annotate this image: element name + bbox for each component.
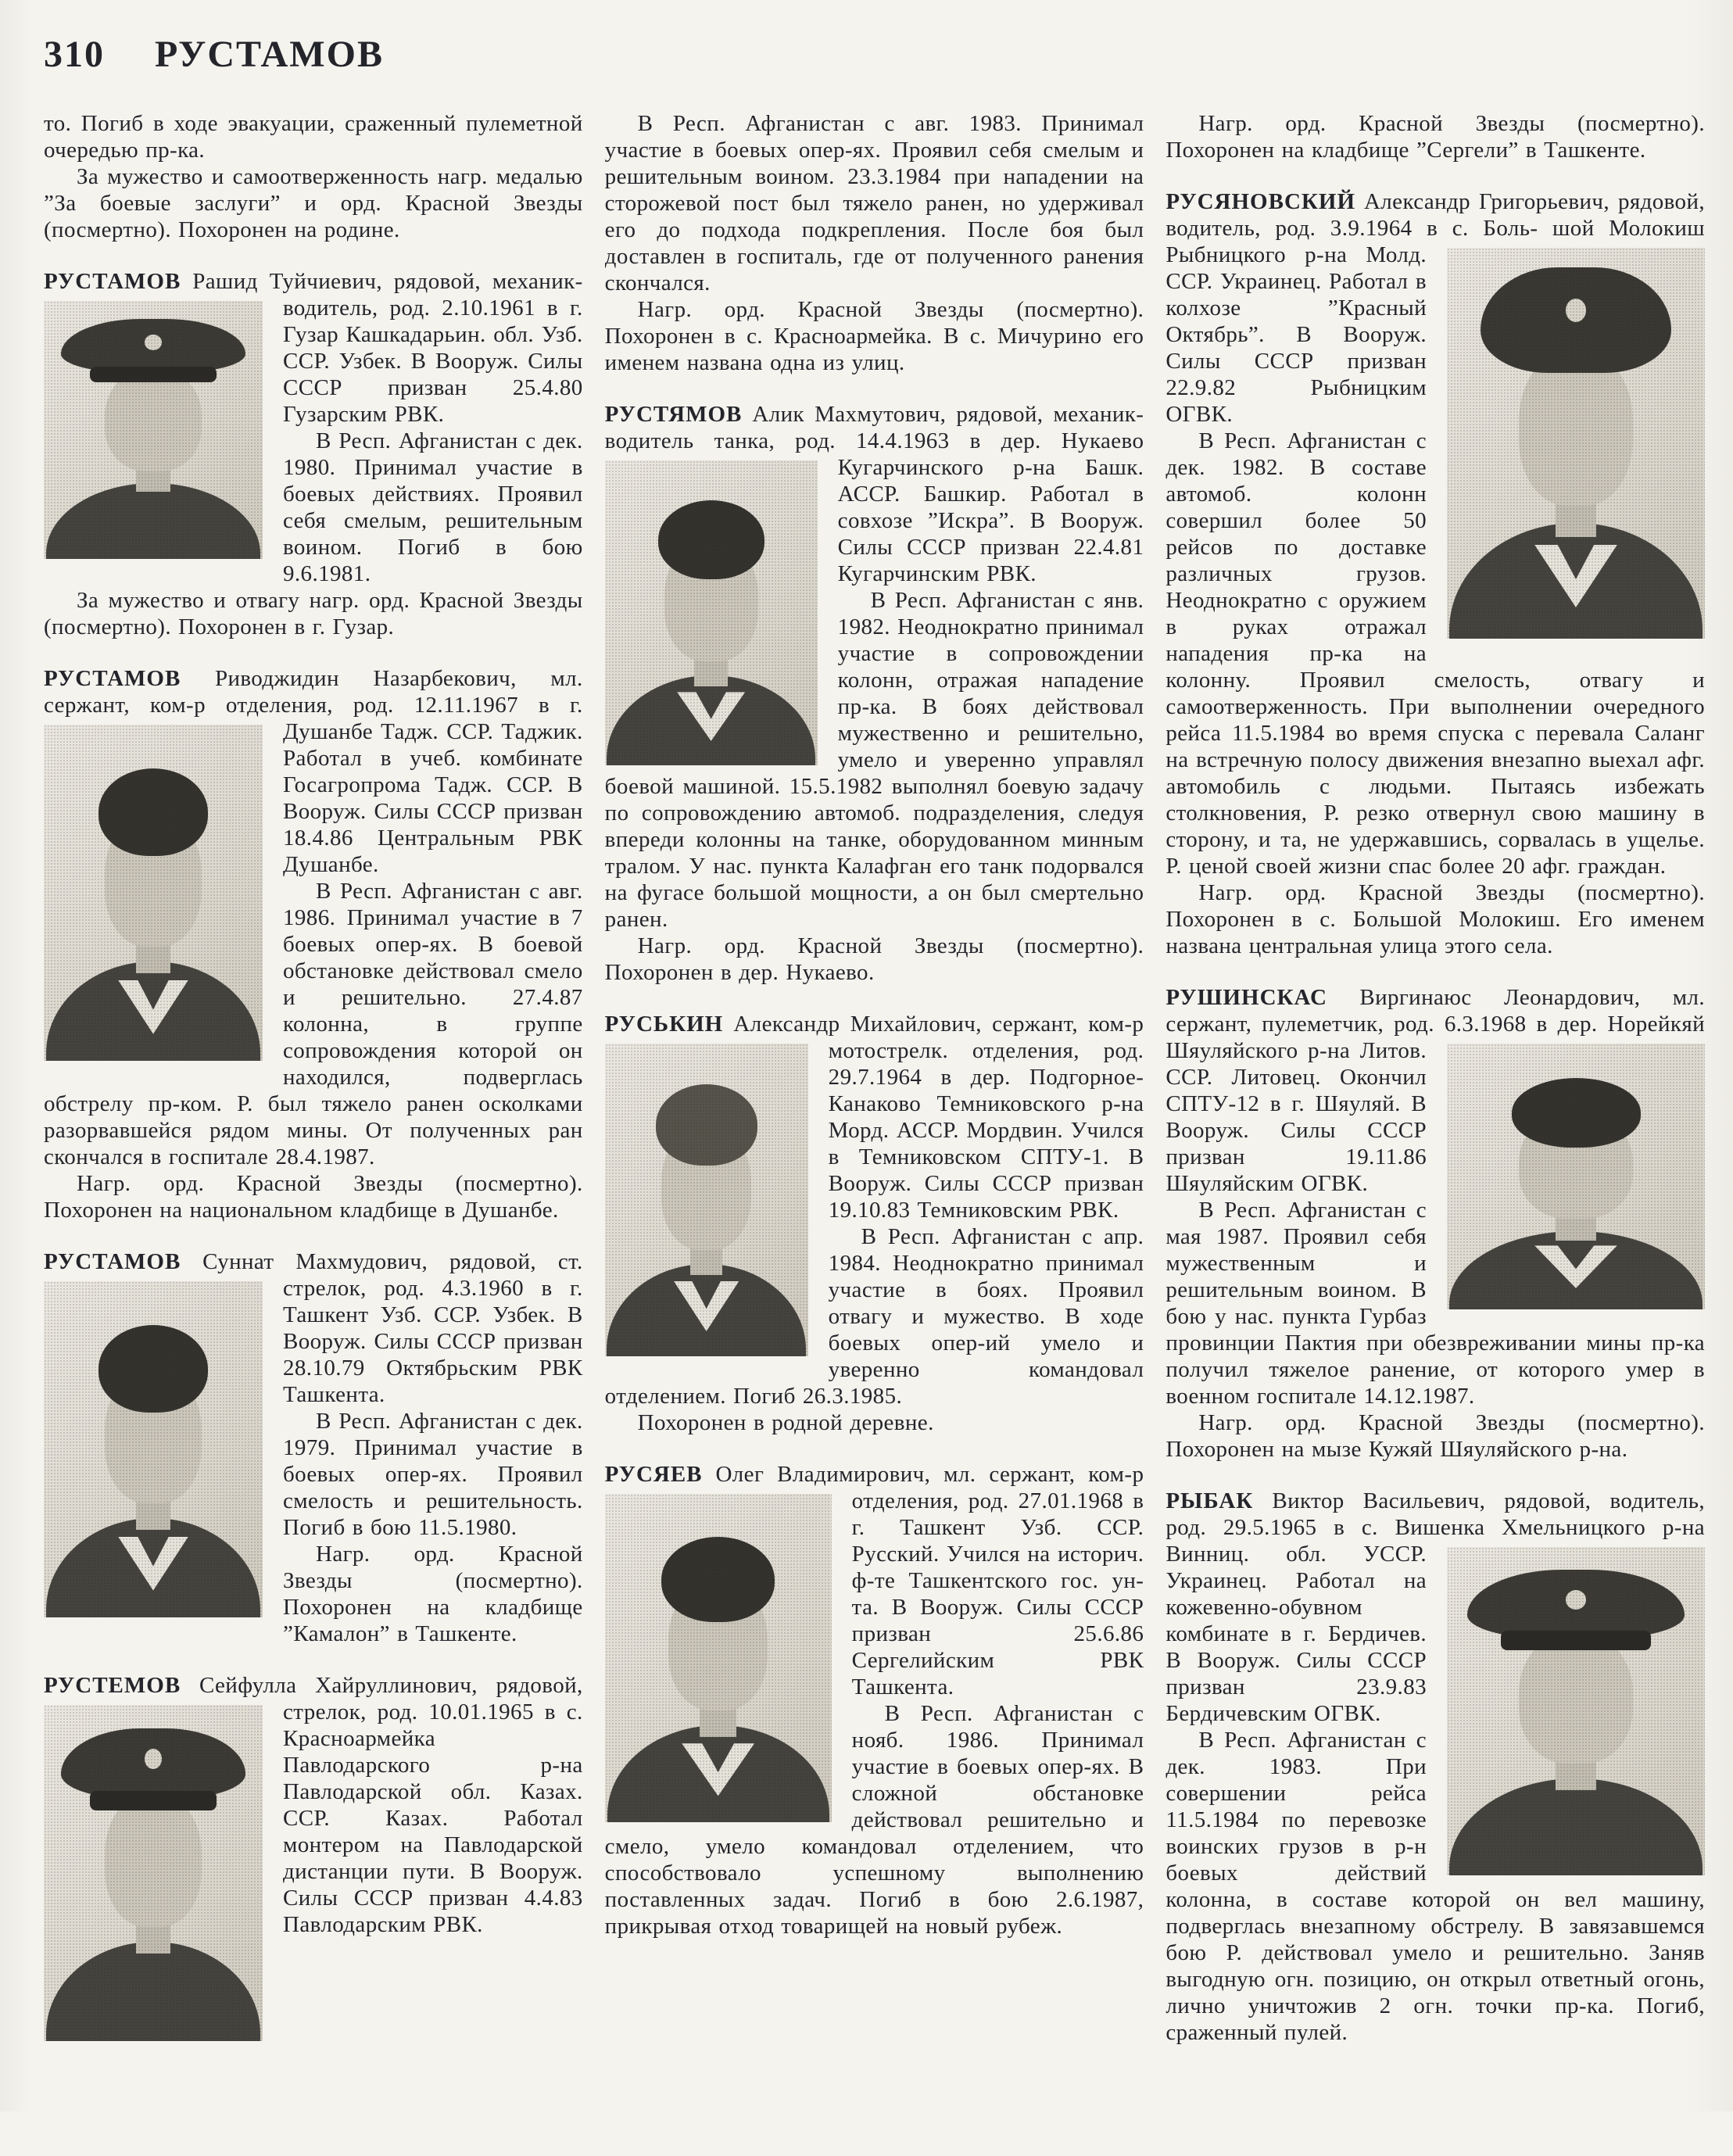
page-number: 310 xyxy=(44,34,105,75)
entry-paragraph: За мужество и отвагу нагр. орд. Красной Звезды (посмертно). Похоронен в г. Гузар. xyxy=(44,588,583,639)
portrait-photo xyxy=(1447,1547,1705,1875)
photo-halftone-overlay xyxy=(44,301,263,559)
entry-lead-paragraph xyxy=(1165,1488,1705,1727)
portrait-photo xyxy=(44,1281,263,1617)
entry-intro-after: Гузар Кашкадарьин. обл. Узб. ССР. Узбек. В Вооруж. Силы СССР призван 25.4.80 Гузарским РВК. xyxy=(283,322,583,427)
entry-paragraph: В Респ. Афганистан с янв. 1982. Неоднократно принимал участие в сопровождении колонн, отражая нападение пр-ка. В боях действовал мужественно и решительно, умело и уверенно управлял боевой машиной. 15.5.1982 выполнял боевую задачу по сопровождению автомоб. подразделения, следуя впереди колонны на танке, оборудованном минным тралом. У нас. пункта Калафган его танк подорвался на фугасе большой мощности, а он был смертельно ранен. xyxy=(604,588,1144,932)
continuation-paragraph: Нагр. орд. Красной Звезды (посмертно). Похоронен в с. Красноармейка. В с. Мичурино его именем названа одна из улиц. xyxy=(604,297,1144,375)
photo-halftone-overlay xyxy=(1447,1044,1705,1309)
text-column-2 xyxy=(605,110,1144,2111)
entry-intro-after: Ташкент Узб. ССР. Узбек. В Вооруж. Силы СССР призван 28.10.79 Октябрьским РВК Ташкента. xyxy=(283,1302,583,1407)
entry-paragraph: Нагр. орд. Красной Звезды (посмертно). Похоронен в с. Большой Молокиш. Его именем названа центральная улица этого села. xyxy=(1165,880,1706,958)
page-header xyxy=(44,33,1705,76)
entry-paragraph: Похоронен в родной деревне. xyxy=(637,1410,934,1435)
entry-lead-paragraph xyxy=(605,401,1144,587)
entry-surname: РУСТЯМОВ xyxy=(604,402,743,427)
entry-intro-before: Риводжидин Назарбекович, мл. сержант, ком-р отделения, род. xyxy=(44,666,583,718)
entry-paragraph: Нагр. орд. Красной Звезды (посмертно). Похоронен на национальном кладбище в Душанбе. xyxy=(44,1171,583,1223)
entry-lead-paragraph xyxy=(605,1011,1144,1223)
entry-paragraph: В Респ. Афганистан с дек. 1983. При совершении рейса 11.5.1984 по перевозке воинских грузов в р-н боевых действий колонна, в составе которой он вел машину, подверглась внезапному обстрелу. В завязавшемся бою Р. действовал умело и решительно. Заняв выгодную огн. позицию, он открыл ответный огонь, лично уничтожив 2 огн. точки пр-ка. Погиб, сраженный пулей. xyxy=(1165,1728,1706,2045)
entry-paragraph: В Респ. Афганистан с дек. 1982. В составе автомоб. колонн совершил более 50 рейсов по доставке различных грузов. Неоднократно с оружием в руках отражал нападения пр-ка на колонну. Проявил смелость, отвагу и самоотверженность. При выполнении очередного рейса 11.5.1984 во время спуска с перевала Саланг на встречную полосу движения внезапно выехал афг. автомобиль с людьми. Пытаясь избежать столкновения, Р. резко отвернул свою машину в сторону, и та, не удержавшись, сорвалась в ущелье. Р. ценой своей жизни спас более 20 афг. граждан. xyxy=(1165,428,1706,879)
entry-lead-paragraph xyxy=(44,268,583,428)
entry-lead-paragraph xyxy=(44,665,583,878)
photo-halftone-overlay xyxy=(1447,1547,1705,1875)
portrait-photo xyxy=(1447,248,1705,639)
entry-lead-paragraph xyxy=(44,1672,583,1938)
portrait-photo xyxy=(1447,1044,1705,1309)
entry-paragraph: В Респ. Афганистан с дек. 1980. Принимал участие в боевых действиях. Проявил себя смелым, решительным воином. Погиб в бою 9.6.1981. xyxy=(283,428,583,586)
continuation-paragraph: В Респ. Афганистан с авг. 1983. Принимал участие в боевых опер-ях. Проявил себя смелым и решительным воином. 23.3.1984 при нападении на сторожевой пост был тяжело ранен, но удерживал его до подхода подкрепления. После боя был доставлен в госпиталь, где от полученного ранения скончался. xyxy=(604,111,1144,295)
entry-surname: РУСТАМОВ xyxy=(44,269,181,294)
text-column-3 xyxy=(1165,110,1705,2111)
entry-surname: РУСЬКИН xyxy=(604,1012,724,1037)
entry-surname: РУСЯНОВСКИЙ xyxy=(1165,189,1356,214)
entry-paragraph: Нагр. орд. Красной Звезды (посмертно). Похоронен на кладбище ”Камалон” в Ташкенте. xyxy=(283,1542,583,1646)
memorial-entry xyxy=(605,401,1144,986)
portrait-photo xyxy=(44,301,263,559)
entry-paragraph: В Респ. Афганистан с апр. 1984. Неоднократно принимал участие в боях. Проявил отвагу и мужество. В ходе боевых опер-ий умело и уверенно командовал отделением. Погиб 26.3.1985. xyxy=(604,1224,1144,1409)
entry-paragraph: Нагр. орд. Красной Звезды (посмертно). Похоронен в дер. Нукаево. xyxy=(604,933,1144,985)
portrait-photo xyxy=(44,1705,263,2041)
entry-paragraph: Нагр. орд. Красной Звезды (посмертно). Похоронен на мызе Кужяй Шяуляйского р-на. xyxy=(1165,1410,1706,1462)
entry-intro-after: дер. Нукаево Кугарчинского р-на Башк. АССР. Башкир. Работал в совхозе ”Искра”. В Вооруж. Силы СССР призван 22.4.81 Кугарчинским РВК. xyxy=(837,428,1144,586)
photo-halftone-overlay xyxy=(605,1494,832,1822)
continuation-paragraph: то. Погиб в ходе эвакуации, сраженный пулеметной очередью пр-ка. xyxy=(44,111,583,163)
running-head: РУСТАМОВ xyxy=(155,34,384,75)
portrait-photo xyxy=(44,725,263,1061)
entry-surname: РУСТАМОВ xyxy=(44,1249,181,1274)
memorial-entry xyxy=(1165,188,1705,959)
text-columns xyxy=(44,110,1705,2111)
continuation-paragraph: Нагр. орд. Красной Звезды (посмертно). Похоронен на кладбище ”Сергели” в Ташкенте. xyxy=(1165,111,1706,163)
entry-intro-after: стрелок, род. 10.01.1965 в с. Красноармейка Павлодарского р-на Павлодарской обл. Казах. ССР. Казах. Работал монтером на Павлодарской дистанции пути. В Вооруж. Силы СССР призван 4.4.83 Павлодарским РВК. xyxy=(283,1699,583,1937)
photo-halftone-overlay xyxy=(44,725,263,1061)
entry-intro-after: Хмельницкого р-на Винниц. обл. УССР. Украинец. Работал на кожевенно-обувном комбинате в г. Бердичев. В Вооруж. Силы СССР призван 23.9.83 Бердичевским ОГВК. xyxy=(1165,1515,1706,1726)
entry-surname: РУСТАМОВ xyxy=(44,666,181,691)
entry-surname: РУСТЕМОВ xyxy=(44,1673,181,1698)
entry-intro-before: Олег Владимирович, мл. сержант, ком-р отделения, род. 27.01.1968 в xyxy=(715,1462,1144,1513)
entry-intro-after: 29.7.1964 в дер. Подгорное-Канаково Темниковского р-на Морд. АССР. Мордвин. Учился в Темниковском СПТУ-1. В Вооруж. Силы СССР призван 19.10.83 Темниковским РВК. xyxy=(828,1065,1144,1223)
memorial-entry xyxy=(44,1672,583,1938)
memorial-entry xyxy=(1165,1488,1705,2046)
photo-halftone-overlay xyxy=(44,1705,263,2041)
entry-intro-after: дер. Норейкяй Шяуляйского р-на Литов. ССР. Литовец. Окончил СПТУ-12 в г. Шяуляй. В Вооруж. Силы СССР призван 19.11.86 Шяуляйским ОГВК. xyxy=(1165,1012,1706,1196)
portrait-photo xyxy=(605,460,818,765)
continuation-paragraph: За мужество и самоотверженность нагр. медалью ”За боевые заслуги” и орд. Красной Звезды (посмертно). Похоронен на родине. xyxy=(44,164,583,242)
photo-halftone-overlay xyxy=(1447,248,1705,639)
entry-intro-after: г. Ташкент Узб. ССР. Русский. Учился на историч. ф-те Ташкентского гос. ун-та. В Вооруж. Силы СССР призван 25.6.86 Сергелийским РВК Ташкента. xyxy=(851,1515,1144,1699)
portrait-photo xyxy=(605,1044,808,1356)
entry-intro-after: 12.11.1967 в г. Душанбе Тадж. ССР. Таджик. Работал в учеб. комбинате Госагропрома Тадж. ССР. В Вооруж. Силы СССР призван 18.4.86 Центральным РВК Душанбе. xyxy=(283,693,583,877)
entry-intro-before: Виргинаюс Леонардович, мл. сержант, пулеметчик, род. 6.3.1968 в xyxy=(1165,985,1706,1037)
photo-halftone-overlay xyxy=(605,1044,808,1356)
entry-paragraph: В Респ. Афганистан с нояб. 1986. Принимал участие в боевых опер-ях. В сложной обстановке действовал решительно и смело, умело командовал отделением, что способствовало успешному выполнению поставленных задач. Погиб в бою 2.6.1987, прикрывая отход товарищей на новый рубеж. xyxy=(604,1701,1144,1939)
entry-paragraph: В Респ. Афганистан с дек. 1979. Принимал участие в боевых опер-ях. Проявил смелость и решительность. Погиб в бою 11.5.1980. xyxy=(283,1409,583,1540)
memorial-entry xyxy=(44,1248,583,1647)
entry-surname: РЫБАК xyxy=(1165,1488,1254,1513)
entry-intro-before: Виктор Васильевич, рядовой, водитель, род. 29.5.1965 в с. Вишенка xyxy=(1165,1488,1706,1540)
portrait-photo xyxy=(605,1494,832,1822)
photo-halftone-overlay xyxy=(605,460,818,765)
entry-paragraph: В Респ. Афганистан с мая 1987. Проявил себя мужественным и решительным воином. В бою у нас. пункта Гурбаз провинции Пактия при обезвреживании мины пр-ка получил тяжелое ранение, от которого умер в военном госпитале 14.12.1987. xyxy=(1165,1198,1706,1409)
memorial-entry xyxy=(44,268,583,640)
memorial-entry xyxy=(44,665,583,1223)
entry-intro-before: Александр Михайлович, сержант, ком-р мотострелк. отделения, род. xyxy=(733,1012,1144,1063)
entry-intro-before: Сейфулла Хайруллинович, рядовой, xyxy=(199,1673,583,1698)
entry-intro-before: Александр Григорьевич, рядовой, водитель, род. 3.9.1964 в с. Боль- xyxy=(1165,189,1706,241)
entry-intro-before: Рашид Туйчиевич, рядовой, механик-водитель, род. 2.10.1961 в г. xyxy=(192,269,583,321)
memorial-entry xyxy=(605,1461,1144,1939)
entry-lead-paragraph xyxy=(605,1461,1144,1700)
photo-halftone-overlay xyxy=(44,1281,263,1617)
entry-surname: РУСЯЕВ xyxy=(604,1462,703,1487)
entry-lead-paragraph xyxy=(44,1248,583,1408)
entry-intro-after: шой Молокиш Рыбницкого р-на Молд. ССР. Украинец. Работал в колхозе ”Красный Октябрь”. В Вооруж. Силы СССР призван 22.9.82 Рыбницким ОГВК. xyxy=(1165,216,1706,427)
entry-lead-paragraph xyxy=(1165,188,1705,428)
memorial-entry xyxy=(1165,984,1705,1463)
entry-surname: РУШИНСКАС xyxy=(1165,985,1327,1010)
text-column-1 xyxy=(44,110,583,2111)
entry-paragraph: В Респ. Афганистан с авг. 1986. Принимал участие в 7 боевых опер-ях. В боевой обстановке действовал смело и решительно. 27.4.87 колонна, в группе сопровождения которой он находился, подверглась обстрелу пр-ком. Р. был тяжело ранен осколками разорвавшейся рядом мины. От полученных ран скончался в госпитале 28.4.1987. xyxy=(44,879,583,1169)
entry-lead-paragraph xyxy=(1165,984,1705,1197)
entry-intro-before: Алик Махмутович, рядовой, механик-водитель танка, род. 14.4.1963 в xyxy=(604,402,1144,453)
entry-intro-before: Суннат Махмудович, рядовой, ст. стрелок, род. 4.3.1960 в г. xyxy=(202,1249,583,1301)
memorial-entry xyxy=(605,1011,1144,1436)
